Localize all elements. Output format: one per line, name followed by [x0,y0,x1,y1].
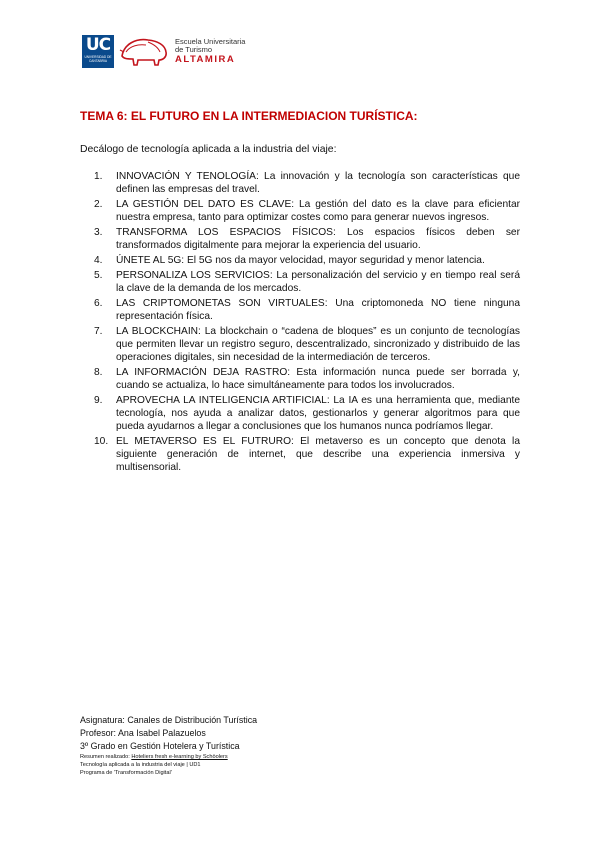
list-item-text: LA INFORMACIÓN DEJA RASTRO: Esta información nunca puede ser borrada y, cuando se actualiza, lo hace simultáneamente para todos los involucrados. [116,367,520,391]
decalogue-list [94,170,520,476]
list-item-text: INNOVACIÓN Y TENOLOGÍA: La innovación y la tecnología son características que definen las empresas del travel. [116,171,520,195]
brand-name: ALTAMIRA [175,54,236,65]
list-item-text: ÚNETE AL 5G: El 5G nos da mayor velocidad, mayor seguridad y menor latencia. [116,255,485,266]
list-item [94,435,520,474]
brand-line-1: Escuela Universitaria [175,37,246,46]
list-item-text: LA BLOCKCHAIN: La blockchain o “cadena de bloques” es un conjunto de tecnologías que permiten llevar un registro seguro, descentralizado, sincronizado y distribuido de las operaciones digitales, sin necesidad de la intermediación de terceros. [116,326,520,363]
footer-subject: Asignatura: Canales de Distribución Turística [80,715,258,725]
footer-topic: Tecnología aplicada a la industria del viaje | UD1 [80,762,201,768]
list-item-number: 1. [94,171,103,182]
list-item-text: TRANSFORMA LOS ESPACIOS FÍSICOS: Los espacios físicos deben ser transformados digitalmente para mejorar la experiencia del usuario. [116,227,520,251]
list-item [94,226,520,252]
footer-summary [80,753,257,761]
list-item-text: APROVECHA LA INTELIGENCIA ARTIFICIAL: La IA es una herramienta que, mediante tecnología, nos ayuda a analizar datos, gestionarlos y generar algoritmos para que pueda ayudarnos a llegar a conclusiones que los humanos nunca podríamos llegar. [116,395,520,432]
list-item [94,254,520,267]
uc-logo [82,35,114,68]
footer-professor: Profesor: Ana Isabel Palazuelos [80,728,206,738]
footer-summary-prefix: Resumen realizado: [80,754,132,760]
list-item-text: LA GESTIÓN DEL DATO ES CLAVE: La gestión del dato es la clave para eficientar nuestra empresa, tanto para optimizar costes como para generar nuevos ingresos. [116,199,520,223]
document-title: TEMA 6: EL FUTURO EN LA INTERMEDIACION TURÍSTICA: [80,109,418,123]
list-item-text: PERSONALIZA LOS SERVICIOS: La personalización del servicio y en tiempo real será la clave de la demanda de los mercados. [116,270,520,294]
list-item-number: 2. [94,199,103,210]
document-subtitle: Decálogo de tecnología aplicada a la industria del viaje: [80,144,337,155]
list-item [94,297,520,323]
list-item [94,325,520,364]
list-item-number: 8. [94,367,103,378]
document-footer [80,714,257,777]
list-item [94,269,520,295]
list-item-number: 3. [94,227,103,238]
list-item-number: 10. [94,436,109,447]
uc-logo-subtext: UNIVERSIDAD DE CANTABRIA [84,55,112,63]
footer-degree: 3º Grado en Gestión Hotelera y Turística [80,741,240,751]
list-item-text: LAS CRIPTOMONETAS SON VIRTUALES: Una criptomoneda NO tiene ninguna representación física. [116,298,520,322]
footer-program: Programa de 'Transformación Digital' [80,770,172,776]
list-item-number: 6. [94,298,103,309]
list-item [94,198,520,224]
list-item [94,366,520,392]
uc-logo-mark: UC [85,35,111,55]
list-item [94,170,520,196]
list-item-number: 4. [94,255,103,266]
footer-summary-link[interactable]: Hoteliers fresh e-learning by Schöolers [131,754,228,760]
list-item-number: 7. [94,326,103,337]
list-item-number: 9. [94,395,103,406]
brand-line-2: de Turismo [175,45,213,54]
list-item [94,394,520,433]
list-item-text: EL METAVERSO ES EL FUTRURO: El metaverso es un concepto que denota la siguiente generación de internet, que describe una experiencia inmersiva y multisensorial. [116,436,520,473]
bison-logo-icon [118,32,170,68]
list-item-number: 5. [94,270,103,281]
